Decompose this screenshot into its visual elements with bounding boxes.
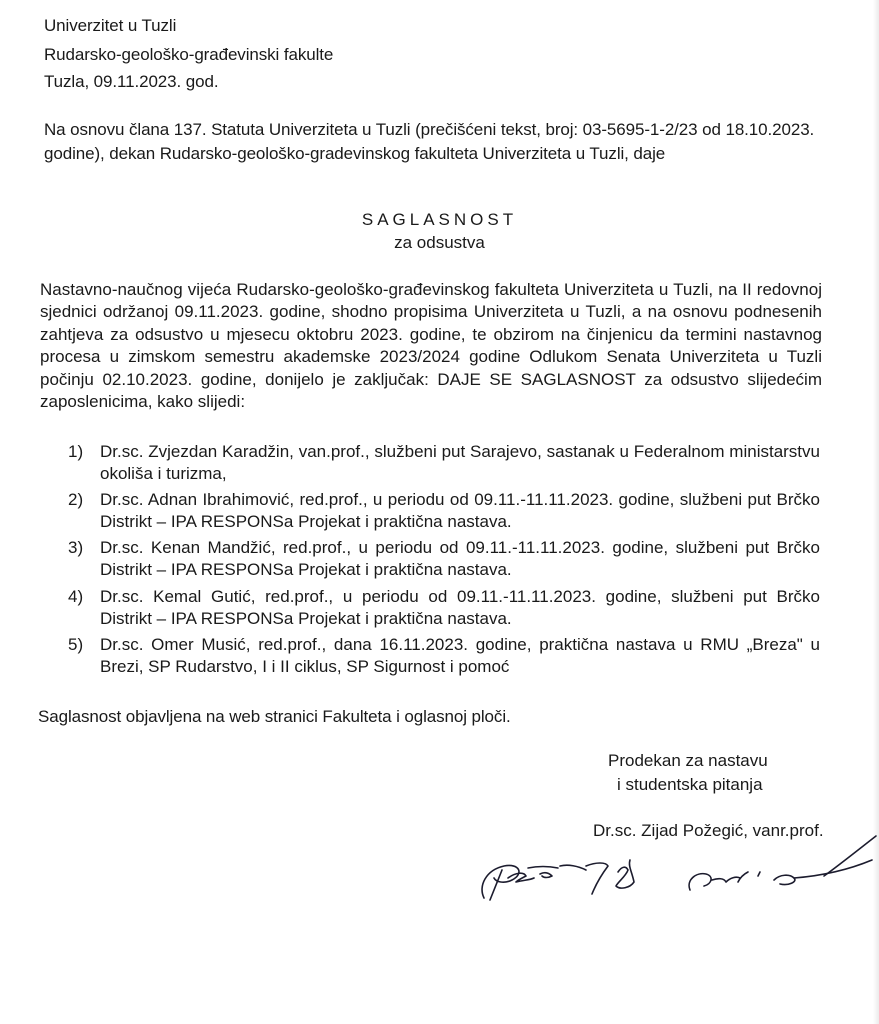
list-item-number: 3) [68, 538, 84, 557]
signatory-name: Dr.sc. Zijad Požegić, vanr.prof. [593, 821, 824, 840]
faculty-name: Rudarsko-geološko-građevinski fakulte [44, 45, 334, 64]
publication-note: Saglasnost objavljena na web stranici Fakulteta i oglasnoj ploči. [38, 707, 511, 726]
decision-paragraph: Nastavno-naučnog vijeća Rudarsko-geološko-građevinskog fakulteta Univerziteta u Tuzli, na II redovnoj sjednici održanoj 09.11.2023. godine, shodno propisima Univerziteta u Tuzli, a na osnovu podnesenih zahtjeva za odsustvo u mjesecu oktobru 2023. godine, te obzirom na činjenicu da termini nastavnog procesa u zimskom semestru akademske 2023/2024 godine Odlukom Senata Univerziteta u Tuzli počinju 02.10.2023. godine, donijelo je zaključak: DAJE SE SAGLASNOST za odsustvo slijedećim zaposlenicima, kako slijedi: [40, 280, 822, 412]
list-item-text: Dr.sc. Zvjezdan Karadžin, van.prof., službeni put Sarajevo, sastanak u Federalnom ministarstvu okoliša i turizma, [100, 442, 820, 483]
page-edge-shadow [873, 0, 879, 1024]
document-title: SAGLASNOST [361, 210, 518, 229]
handwritten-signature [468, 826, 878, 906]
list-item-number: 2) [68, 490, 84, 509]
signatory-role-line-2: i studentska pitanja [617, 775, 763, 794]
list-item-number: 4) [68, 587, 84, 606]
list-item-number: 1) [68, 442, 84, 461]
list-item-text: Dr.sc. Kemal Gutić, red.prof., u periodu od 09.11.-11.11.2023. godine, službeni put Brčko Distrikt – IPA RESPONSa Projekat i praktična nastava. [100, 587, 820, 628]
signatory-role-line-1: Prodekan za nastavu [608, 751, 768, 770]
intro-line-1: Na osnovu člana 137. Statuta Univerziteta u Tuzli (prečišćeni tekst, broj: 03-5695-1-2/23 od 18.10.2023. [44, 120, 815, 139]
list-item-number: 5) [68, 635, 84, 654]
document-subtitle: za odsustva [394, 233, 485, 252]
place-date: Tuzla, 09.11.2023. god. [44, 72, 219, 91]
list-item-text: Dr.sc. Adnan Ibrahimović, red.prof., u periodu od 09.11.-11.11.2023. godine, službeni put Brčko Distrikt – IPA RESPONSa Projekat i praktična nastava. [100, 490, 820, 531]
list-item-text: Dr.sc. Omer Musić, red.prof., dana 16.11.2023. godine, praktična nastava u RMU „Breza" u Brezi, SP Rudarstvo, I i II ciklus, SP Sigurnost i pomoć [100, 635, 820, 676]
institution-name: Univerzitet u Tuzli [44, 16, 177, 35]
list-item-text: Dr.sc. Kenan Mandžić, red.prof., u periodu od 09.11.-11.11.2023. godine, službeni put Brčko Distrikt – IPA RESPONSa Projekat i praktična nastava. [100, 538, 820, 579]
intro-line-2: godine), dekan Rudarsko-geološko-gradevinskog fakulteta Univerziteta u Tuzli, daje [44, 144, 666, 163]
